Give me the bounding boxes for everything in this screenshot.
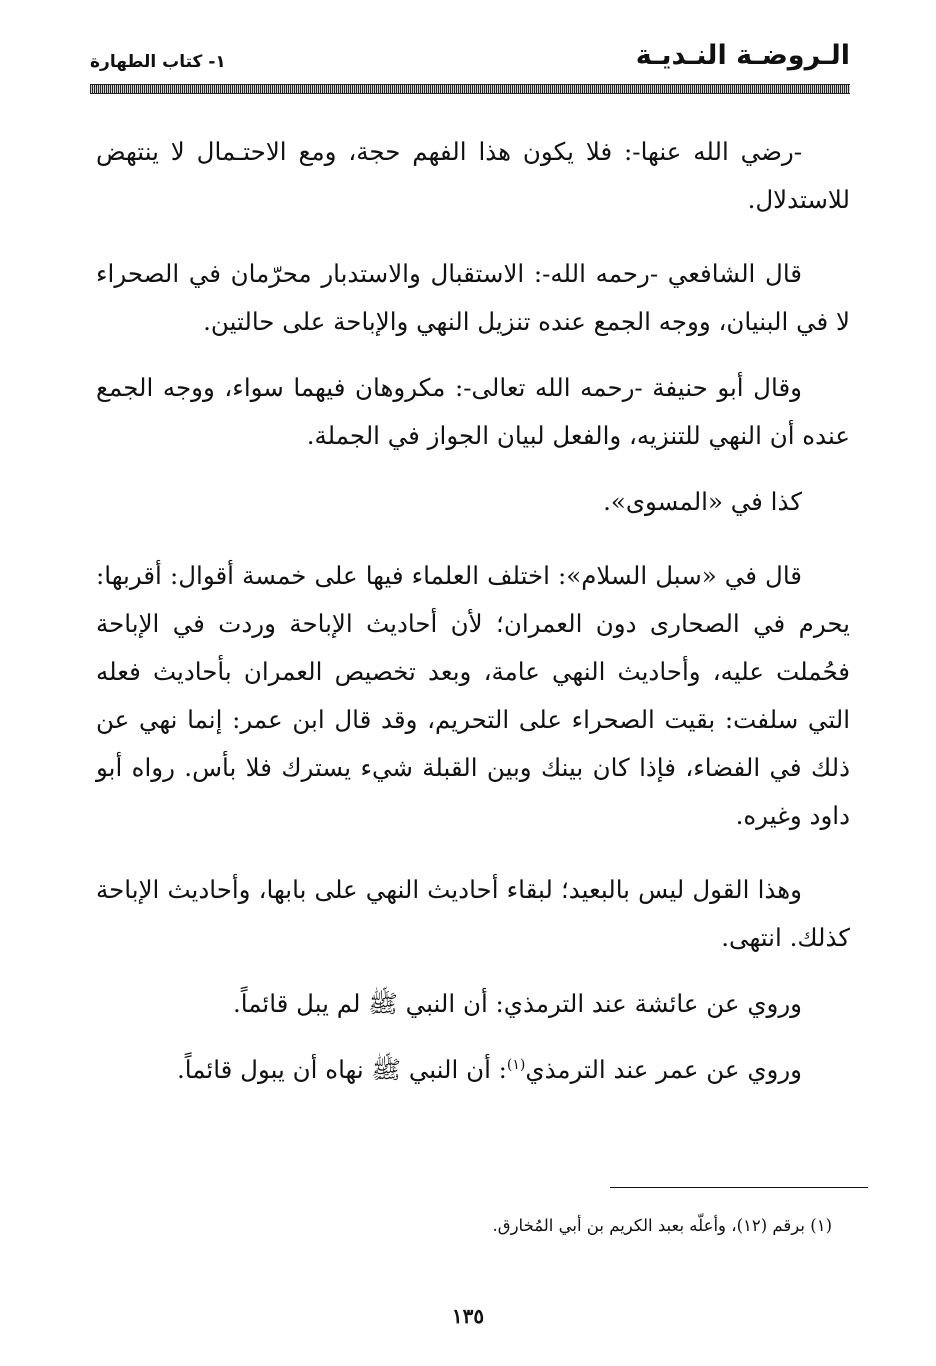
paragraph: قال في «سبل السلام»: اختلف العلماء فيها على خمسة أقوال: أقربها: يحرم في الصحارى دون العمران؛ لأن أحاديث الإباحة وردت في الإباحة فحُملت عليه، وأحاديث النهي عامة، وبعد تخصيص العمران بأحاديث فعله التي سلفت: بقيت الصحراء على التحريم، وقد قال ابن عمر: إنما نهي عن ذلك في الفضاء، فإذا كان بينك وبين القبلة شيء يسترك فلا بأس. رواه أبو داود وغيره. (96, 561, 850, 830)
page-number: ١٣٥ (451, 1304, 485, 1328)
paragraph: كذا في «المسوى». (603, 487, 802, 516)
paragraph: قال الشافعي -رحمه الله-: الاستقبال والاستدبار محرّمان في الصحراء لا في البنيان، ووجه الجمع عنده تنزيل النهي والإباحة على حالتين. (96, 259, 850, 336)
footnote-reference[interactable]: (١) (506, 1056, 526, 1073)
chapter-title: ١- كتاب الطهارة (90, 52, 226, 72)
paragraph: -رضي الله عنها-: فلا يكون هذا الفهم حجة، ومع الاحتـمال لا ينتهض للاستدلال. (96, 137, 850, 214)
header-rule (90, 84, 850, 94)
paragraph: وقال أبو حنيفة -رحمه الله تعالى-: مكروهان فيهما سواء، ووجه الجمع عنده أن النهي للتنزيه، والفعل لبيان الجواز في الجملة. (96, 373, 850, 450)
page-header (90, 40, 850, 92)
footnote-divider (610, 1187, 868, 1188)
footnote: (١) برقم (١٢)، وأعلّه بعبد الكريم بن أبي المُخارق. (492, 1216, 832, 1235)
body-text (96, 128, 850, 1094)
paragraph (96, 1046, 850, 1094)
paragraph-text: : أن النبي ﷺ نهاه أن يبول قائماً. (176, 1055, 507, 1084)
paragraph-text: وروي عن عمر عند الترمذي (525, 1055, 802, 1084)
running-title: الـروضـة النـديـة (635, 40, 850, 71)
paragraph: وهذا القول ليس بالبعيد؛ لبقاء أحاديث النهي على بابها، وأحاديث الإباحة كذلك. انتهى. (96, 875, 850, 952)
paragraph: وروي عن عائشة عند الترمذي: أن النبي ﷺ لم يبل قائماً. (232, 989, 802, 1018)
